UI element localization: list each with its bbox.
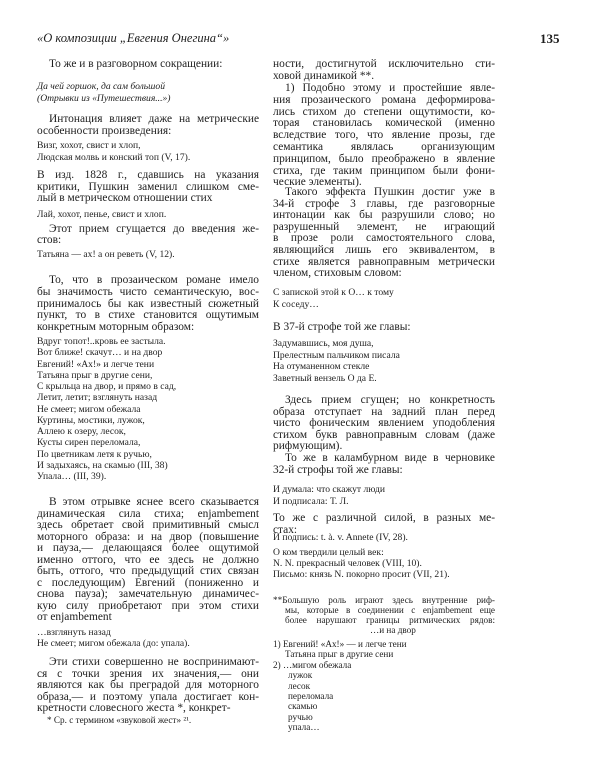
text-line: То же и в разговорном сокращении: [49, 58, 223, 70]
footnote-line: Татьяна прыг в другие сени [285, 649, 394, 660]
footnote-line: **Большую роль играют здесь внутренние риф- [273, 595, 495, 605]
text-line: То же с различной силой, в разных ме- [273, 512, 495, 524]
text-line: ности, достигнутой исключительно сти- [273, 58, 495, 70]
verse-line: И подписала: Т. Л. [273, 495, 349, 507]
text-line: 32-й строфы той же главы: [273, 464, 403, 476]
text-line: В этом отрывке яснее всего сказывается [49, 496, 259, 508]
verse-line: С крыльца на двор, и прямо в сад, [37, 381, 177, 392]
verse-line: (Отрывки из «Путешествия...») [37, 93, 171, 104]
text-line: Интонация влияет даже на метрические [49, 113, 259, 125]
text-line: разрушенный элемент, не играющий [273, 220, 495, 233]
text-line: семантика являлась организующим [273, 141, 495, 153]
footnote-line: мы, которые в соединении с enjambement еще [285, 605, 495, 615]
footnote-line: упала… [288, 722, 320, 733]
footnote-line: переломала [288, 691, 334, 701]
text-line: быть, оттого, что предыдущий стих связан [37, 565, 259, 577]
text-line: стах: [273, 523, 298, 536]
verse-line: Кусты сирен переломала, [37, 437, 141, 449]
text-line: являющийся лишь его эквивалентом, в [273, 244, 495, 256]
text-line: кую силу приобретают при этом стихи [37, 599, 259, 612]
verse-line: Задумавшись, моя душа, [273, 338, 374, 349]
text-line: лый в метрическом отношении стих [37, 192, 213, 205]
text-line: образа отступает на задний план перед [273, 405, 495, 418]
text-line: торая становилась комической (именно [273, 117, 495, 130]
text-line: Этот прием сгущается до введения же- [49, 223, 259, 235]
text-line: вследствие того, что явление прозы, где [273, 129, 495, 142]
text-line: Такого эффекта Пушкин достиг уже в [285, 186, 495, 198]
text-line: моторного образа: и на двор (повышение [37, 530, 259, 543]
verse-line: …взглянуть назад [37, 627, 111, 638]
footnote-line: …и на двор [370, 625, 416, 635]
running-title: «О композиции „Евгения Онегина“» [37, 31, 230, 45]
text-line: стиха, где таким принципом были фони- [273, 164, 495, 177]
page-number: 135 [540, 31, 560, 46]
verse-line: О ком твердили целый век: [273, 547, 384, 558]
text-line: В изд. 1828 г., сдавшись на указания [37, 169, 259, 181]
text-line: 34-й строфе 3 главы, где разговорные [273, 197, 495, 210]
footnote-line: 1) Евгений! «Ах!» — и легче тени [273, 639, 407, 649]
verse-line: Татьяна прыг в другие сени, [37, 369, 153, 381]
text-line: членом, стиховым словом: [273, 267, 402, 280]
text-line: пункт, то в стихе становится ощутимым [37, 309, 259, 322]
verse-line: Вдруг топот!..кровь ее застыла. [37, 336, 166, 347]
text-line: критики, Пушкин заменил слишком сме- [37, 180, 259, 193]
text-line: стихе является равноправным метрически [273, 255, 495, 268]
text-line: особенности произведения: [37, 125, 172, 137]
text-line: ховой динамикой **. [273, 70, 375, 82]
verse-line: На отуманенном стекле [273, 361, 370, 373]
verse-line: По цветникам летя к ручью, [37, 448, 152, 460]
verse-line: Татьяна — ах! а он реветь (V, 12). [37, 249, 175, 260]
footnote-line: более нарушают границы ритмических рядов: [285, 615, 495, 625]
text-line: Эти стихи совершенно не воспринимают- [49, 656, 259, 668]
footnote-line: * Ср. с термином «звуковой жест» ²¹. [47, 715, 192, 725]
text-line: рифмующим). [273, 440, 343, 452]
text-line: То же в каламбурном виде в черновике [285, 452, 495, 464]
text-line: принималось бы как известный сюжетный [37, 297, 259, 310]
text-line: именно оттого, что ее здесь не должно [37, 553, 259, 566]
text-line: образа,— и поэтому упала достигает кон- [37, 690, 259, 703]
footnote-line: ручью [288, 711, 313, 722]
verse-line: Не смеет; мигом обежала (до: упала). [37, 637, 190, 649]
verse-line: И подпись: t. à. v. Annete (IV, 28). [273, 532, 408, 543]
text-line: от enjambement [37, 611, 112, 623]
text-line: ния прозаического романа деформирова- [273, 93, 495, 106]
text-line: бы значимость чисто семантическую, вос- [37, 285, 259, 298]
text-line: в прозе роли самостоятельного слова, [273, 232, 495, 245]
verse-line: Визг, хохот, свист и хлоп, [37, 140, 141, 151]
text-line: здесь обретает свой примитивный смысл [37, 519, 259, 531]
verse-line: Куртины, мостики, лужок, [37, 414, 145, 426]
verse-line: К соседу… [273, 299, 319, 310]
verse-line: Не смеет; мигом обежала [37, 403, 141, 415]
text-line: В 37-й строфе той же главы: [273, 321, 411, 333]
verse-line: Да чей горшок, да сам большой [37, 81, 166, 92]
text-line: стихом букв равноправным словам (даже [273, 428, 495, 441]
verse-line: И задыхаясь, на скамью (III, 38) [37, 459, 168, 471]
text-line: Здесь прием сгущен; но конкретность [285, 394, 495, 406]
verse-line: Летит, летит; взглянуть назад [37, 392, 158, 404]
text-line: кретности словесного жеста *, конкрет- [37, 702, 231, 714]
footnote-line: скамью [288, 701, 318, 712]
verse-line: Письмо: князь N. покорно просит (VII, 21). [273, 569, 450, 580]
verse-line: Евгений! «Ах!» и легче тени [37, 358, 155, 370]
text-line: стов: [37, 234, 62, 246]
verse-line: N. N. прекрасный человек (VIII, 10). [273, 558, 422, 569]
text-line: ся с точки зрения их значения,— они [37, 667, 259, 680]
text-line: То, что в прозаическом романе имело [49, 274, 259, 286]
verse-line: Людская молвь и конский топ (V, 17). [37, 152, 191, 163]
verse-line: Прелестным пальчиком писала [273, 349, 400, 361]
text-line: снова пауза); замечательную динамичес- [37, 588, 259, 600]
verse-line: С запиской этой к О… к тому [273, 287, 394, 298]
text-line: интонации как бы разрушили слово; но [273, 209, 495, 222]
verse-line: Заветный вензель О да Е. [273, 373, 377, 385]
footnote-line: 2) …мигом обежала [273, 659, 352, 670]
verse-line: Аллею к озеру, лесок, [37, 426, 126, 437]
text-line: 1) Подобно этому и простейшие явле- [285, 82, 495, 94]
text-line: с последующим) Евгений (пониженно и [37, 576, 259, 589]
text-line: чисто фоническим явлением уподобления [273, 417, 495, 429]
footnote-line: лужок [288, 670, 313, 681]
verse-line: И думала: что скажут люди [273, 484, 385, 495]
verse-line: Вот ближе! скачут… и на двор [37, 347, 163, 359]
verse-line: Лай, хохот, пенье, свист и хлоп. [37, 209, 167, 220]
text-line: динамическая сила стиха; enjambement [37, 507, 259, 520]
verse-line: Упала… (III, 39). [37, 471, 107, 482]
text-line: лись стихом до степени ощутимости, ко- [273, 105, 495, 118]
text-line: и пауза,— делающаяся более ощутимой [37, 542, 259, 554]
text-line: являются как бы преградой для моторного [37, 679, 259, 691]
text-line: принципом, было преображено в явление [273, 152, 495, 165]
text-line: ческие элементы). [273, 176, 362, 189]
text-line: конкретным моторным образом: [37, 321, 195, 334]
footnote-line: лесок [288, 680, 311, 691]
